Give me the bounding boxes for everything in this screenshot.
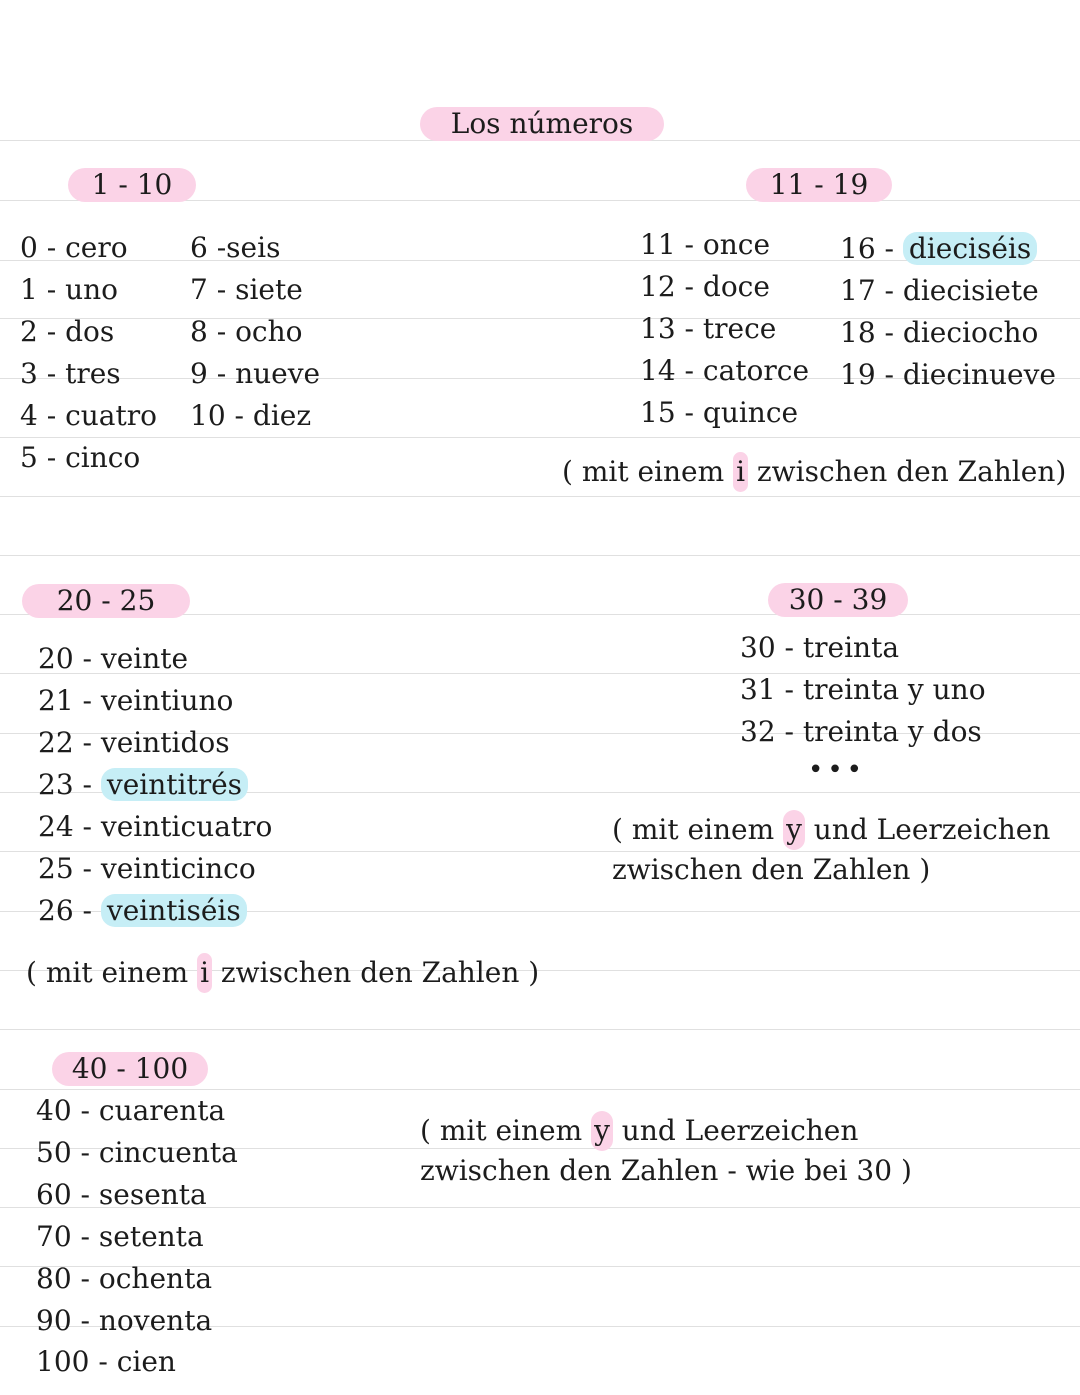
item-number: 16 - <box>840 232 903 265</box>
note-40-100-line1 <box>420 1111 858 1151</box>
list-item: 25 - veinticinco <box>38 852 256 885</box>
list-item: 1 - uno <box>20 273 118 306</box>
list-item: 24 - veinticuatro <box>38 810 273 843</box>
highlight-word: dieciséis <box>903 232 1037 265</box>
note-40-100-line2: zwischen den Zahlen - wie bei 30 ) <box>420 1154 912 1187</box>
highlight-letter: y <box>591 1111 613 1151</box>
list-item: 2 - dos <box>20 315 115 348</box>
list-item: 0 - cero <box>20 231 128 264</box>
list-item: 13 - trece <box>640 312 777 345</box>
item-number: 26 - <box>38 894 101 927</box>
list-item <box>840 231 1037 267</box>
list-item: 17 - diecisiete <box>840 274 1039 307</box>
page-title: Los números <box>420 107 664 141</box>
list-item: 50 - cincuenta <box>36 1136 238 1169</box>
list-item: 18 - dieciocho <box>840 316 1039 349</box>
list-item: 4 - cuatro <box>20 399 157 432</box>
list-item: 5 - cinco <box>20 441 141 474</box>
list-item: 22 - veintidos <box>38 726 230 759</box>
header-30-39: 30 - 39 <box>768 583 908 617</box>
note-text: und Leerzeichen <box>804 813 1051 846</box>
highlight-letter: y <box>783 810 805 850</box>
list-item: 60 - sesenta <box>36 1178 207 1211</box>
list-item: 31 - treinta y uno <box>740 673 986 706</box>
list-item <box>38 893 247 929</box>
highlight-letter: i <box>733 452 748 492</box>
list-item: 80 - ochenta <box>36 1262 213 1295</box>
list-item: 3 - tres <box>20 357 121 390</box>
list-item: 32 - treinta y dos <box>740 715 982 748</box>
list-item: 10 - diez <box>190 399 312 432</box>
item-number: 23 - <box>38 768 101 801</box>
list-item: 100 - cien <box>36 1345 176 1378</box>
note-text: zwischen den Zahlen ) <box>212 956 540 989</box>
list-item: 90 - noventa <box>36 1304 213 1337</box>
highlight-letter: i <box>197 953 212 993</box>
list-item: 19 - diecinueve <box>840 358 1057 391</box>
note-text: ( mit einem <box>26 956 198 989</box>
list-item <box>38 767 248 803</box>
note-30-39-line2: zwischen den Zahlen ) <box>612 853 931 886</box>
note-text: ( mit einem <box>420 1114 592 1147</box>
list-item: 15 - quince <box>640 396 799 429</box>
note-20-25 <box>26 953 539 993</box>
note-text: zwischen den Zahlen) <box>748 455 1067 488</box>
header-11-19: 11 - 19 <box>746 168 892 202</box>
highlight-word: veintiséis <box>101 894 247 927</box>
list-item: 14 - catorce <box>640 354 810 387</box>
list-item: 8 - ocho <box>190 315 303 348</box>
note-text: ( mit einem <box>562 455 734 488</box>
list-item: 11 - once <box>640 228 771 261</box>
list-item: 20 - veinte <box>38 642 189 675</box>
list-item: 12 - doce <box>640 270 770 303</box>
list-item: 7 - siete <box>190 273 303 306</box>
ellipsis: ••• <box>808 755 867 785</box>
header-40-100: 40 - 100 <box>52 1052 208 1086</box>
list-item: 9 - nueve <box>190 357 321 390</box>
highlight-word: veintitrés <box>101 768 248 801</box>
list-item: 70 - setenta <box>36 1220 204 1253</box>
note-30-39-line1 <box>612 810 1050 850</box>
list-item: 30 - treinta <box>740 631 900 664</box>
list-item: 40 - cuarenta <box>36 1094 226 1127</box>
header-1-10: 1 - 10 <box>68 168 196 202</box>
header-20-25: 20 - 25 <box>22 584 190 618</box>
list-item: 21 - veintiuno <box>38 684 234 717</box>
list-item: 6 -seis <box>190 231 281 264</box>
note-text: und Leerzeichen <box>612 1114 859 1147</box>
note-text: ( mit einem <box>612 813 784 846</box>
note-11-19 <box>562 452 1066 492</box>
